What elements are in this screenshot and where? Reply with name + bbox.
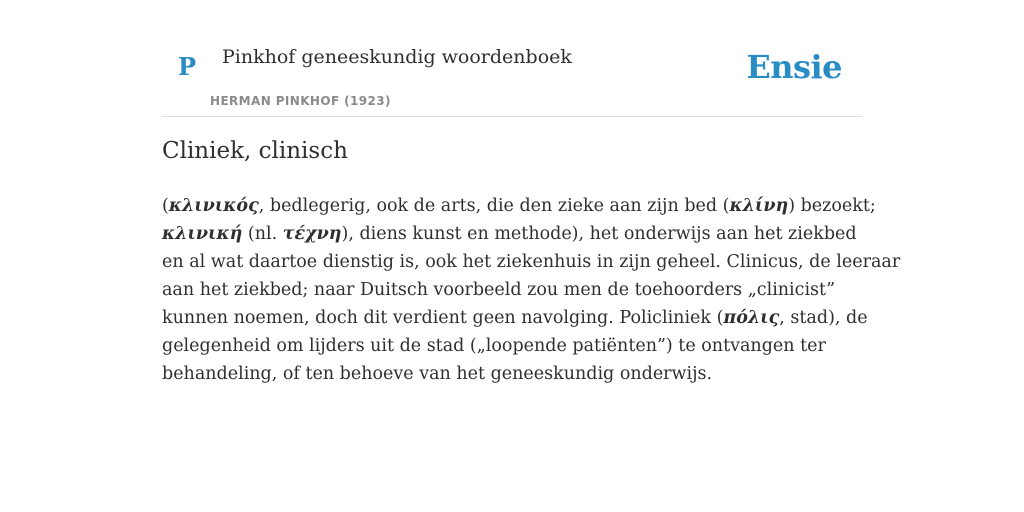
dictionary-title-link[interactable]: Pinkhof geneeskundig woordenboek	[222, 46, 572, 68]
definition-text: gelegenheid om lijders uit de stad („loopende patiënten”) te ontvangen ter	[162, 336, 826, 356]
greek-term: πόλις	[723, 308, 780, 328]
definition-text: ) bezoekt;	[788, 196, 876, 216]
ensie-brand-logo[interactable]: Ensie	[746, 48, 842, 86]
definition-line	[162, 192, 876, 220]
definition-line	[162, 360, 862, 388]
definition-text: , bedlegerig, ook de arts, die den zieke aan zijn bed (	[258, 196, 730, 216]
greek-term: κλινική	[162, 224, 243, 244]
definition-line	[162, 248, 901, 276]
definition-text: ), diens kunst en methode), het onderwijs aan het ziekbed	[341, 224, 857, 244]
entry-title: Cliniek, clinisch	[162, 138, 348, 164]
definition-line	[162, 220, 862, 248]
definition-text: en al wat daartoe dienstig is, ook het ziekenhuis in zijn geheel. Clinicus, de leeraar	[162, 252, 901, 272]
definition-text: kunnen noemen, doch dit verdient geen navolging. Policliniek (	[162, 308, 724, 328]
dictionary-header	[162, 32, 862, 117]
entry-definition	[162, 192, 901, 388]
dictionary-logo-letter[interactable]: P	[178, 52, 197, 81]
greek-term: κλινικός	[168, 196, 259, 216]
definition-text: (	[162, 196, 169, 216]
greek-term: κλίνη	[729, 196, 789, 216]
dictionary-author: HERMAN PINKHOF (1923)	[210, 94, 391, 108]
definition-line	[162, 276, 862, 304]
definition-line	[162, 332, 862, 360]
definition-text: aan het ziekbed; naar Duitsch voorbeeld zou men de toehoorders „clinicist”	[162, 280, 836, 300]
definition-text: (nl.	[242, 224, 283, 244]
definition-text: , stad), de	[779, 308, 868, 328]
definition-line	[162, 304, 868, 332]
definition-text: behandeling, of ten behoeve van het geneeskundig onderwijs.	[162, 364, 713, 384]
greek-term: τέχνη	[282, 224, 342, 244]
